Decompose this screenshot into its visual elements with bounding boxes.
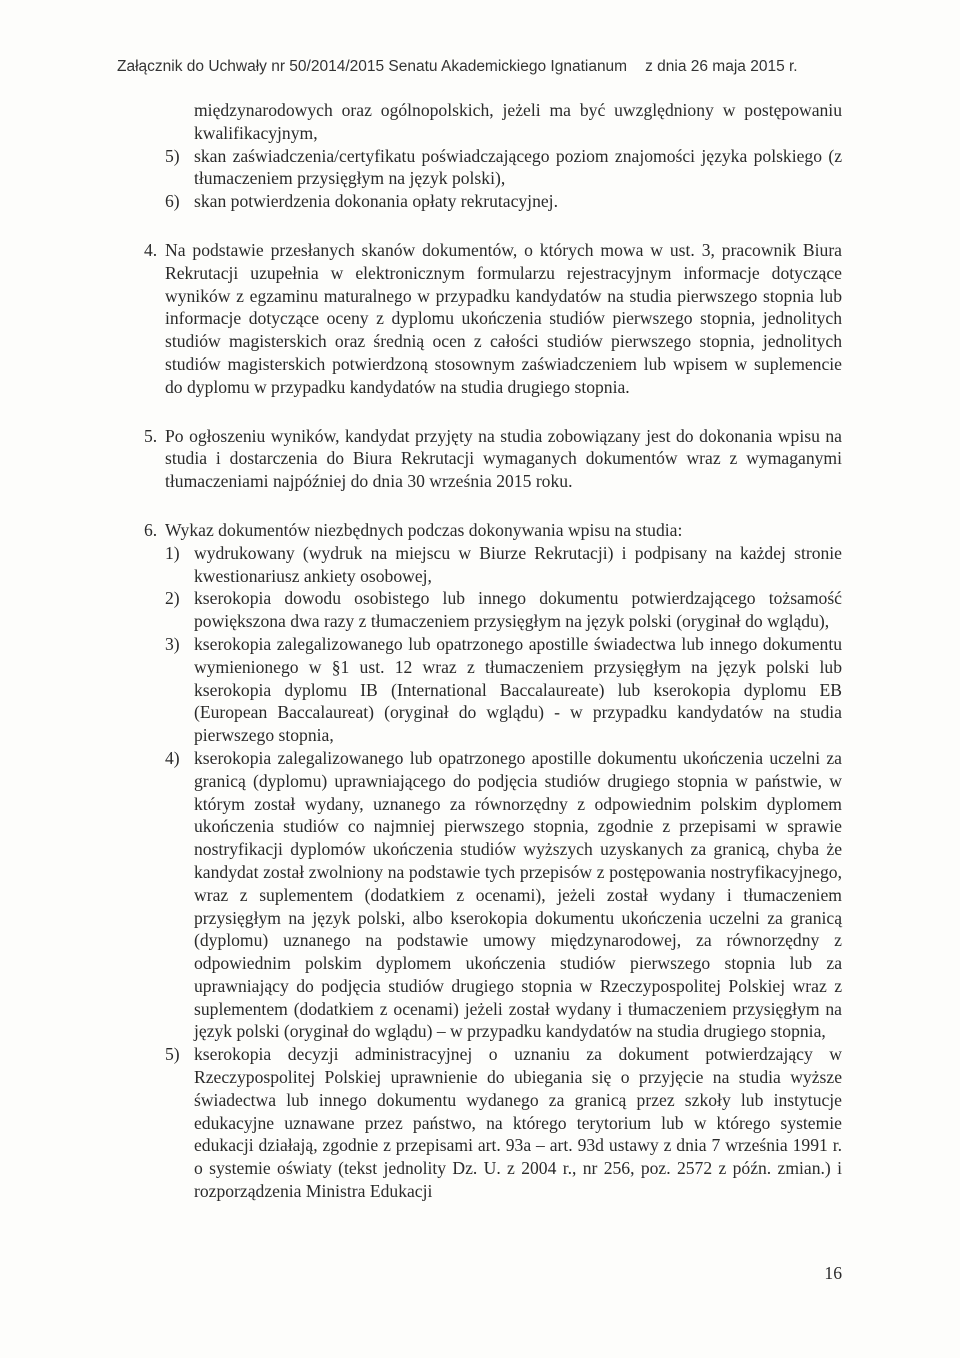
section-text: Po ogłoszeniu wyników, kandydat przyjęty na studia zobowiązany jest do dokonania wpisu na studia i dostarczenia do Biura Rekrutacji wymaganych dokumentów wraz z wymaganymi tłumaczeniami najpóźniej do dnia 30 września 2015 roku. (165, 425, 842, 492)
list-item (165, 1043, 842, 1203)
list-item (165, 542, 842, 588)
list-item-number: 2) (165, 588, 180, 609)
section-6 (144, 519, 842, 542)
list-item-number: 5) (165, 145, 180, 166)
section-4 (144, 239, 842, 399)
header-date: z dnia 26 maja 2015 r. (645, 58, 798, 75)
list-item-text: skan zaświadczenia/certyfikatu poświadczającego poziom znajomości języka polskiego (z tłumaczeniem przysięgłym na język polski), (194, 145, 842, 189)
list-item-text: kserokopia zalegalizowanego lub opatrzonego apostille świadectwa lub innego dokumentu wymienionego w §1 ust. 12 wraz z tłumaczeniem przysięgłym na język polski lub kserokopia dyplomu IB (International Baccalaureate) lub kserokopia dyplomu EB (European Baccalaureat) (oryginał do wglądu) - w przypadku kandydatów na studia pierwszego stopnia, (194, 633, 842, 746)
list-item-number: 3) (165, 633, 180, 654)
list-item-number: 5) (165, 1044, 180, 1065)
section-text: Wykaz dokumentów niezbędnych podczas dokonywania wpisu na studia: (165, 519, 683, 540)
list-item (165, 190, 842, 213)
list-item-text: wydrukowany (wydruk na miejscu w Biurze Rekrutacji) i podpisany na każdej stronie kwestionariusz ankiety osobowej, (194, 542, 842, 586)
list-item (165, 633, 842, 747)
list-item-text: kserokopia dowodu osobistego lub innego dokumentu potwierdzającego tożsamość powiększona dwa razy z tłumaczeniem przysięgłym na język polski (oryginał do wglądu), (194, 588, 842, 632)
list-item-number: 6) (165, 191, 180, 212)
continuation-text: międzynarodowych oraz ogólnopolskich, jeżeli ma być uwzględniony w postępowaniu kwalifikacyjnym, (194, 100, 842, 143)
section-number: 6. (144, 519, 158, 540)
list-item-number: 1) (165, 542, 180, 563)
section-number: 5. (144, 425, 158, 446)
list-item (165, 747, 842, 1043)
list-item-text: skan potwierdzenia dokonania opłaty rekrutacyjnej. (194, 191, 558, 212)
page-header (117, 58, 798, 76)
header-resolution: Załącznik do Uchwały nr 50/2014/2015 Senatu Akademickiego Ignatianum (117, 58, 628, 75)
section-text: Na podstawie przesłanych skanów dokumentów, o których mowa w ust. 3, pracownik Biura Rekrutacji uzupełnia w elektronicznym formularzu rejestracyjnym informacje dotyczące wyników z egzaminu maturalnego w przypadku kandydatów na studia pierwszego stopnia lub informacje dotyczące oceny z dyplomu ukończenia studiów pierwszego stopnia, jednolitych studiów magisterskich oraz średnią ocen z całości studiów pierwszego stopnia, jednolitych studiów magisterskich potwierdzoną stosownym zaświadczeniem lub wpisem w suplemencie do dyplomu w przypadku kandydatów na studia drugiego stopnia. (165, 239, 842, 397)
list-item-text: kserokopia decyzji administracyjnej o uznaniu za dokument potwierdzający w Rzeczypospolitej Polskiej uprawnienie do ubiegania się o przyjęcie na studia wyższe świadectwa lub innego dokumentu wydanego za granicą przez szkoły lub instytucje edukacyjne uznawane przez państwo, na którego terytorium lub w którego systemie edukacji działają, zgodnie z przepisami art. 93a – art. 93d ustawy z dnia 7 września 1991 r. o systemie oświaty (tekst jednolity Dz. U. z 2004 r., nr 256, poz. 2572 z późn. zmian.) i rozporządzenia Ministra Edukacji (194, 1044, 842, 1202)
section-number: 4. (144, 239, 158, 260)
list-item-text: kserokopia zalegalizowanego lub opatrzonego apostille dokumentu ukończenia uczelni za granicą (dyplomu) uprawniającego do podjęcia studiów drugiego stopnia w państwie, w którym został wydany, uznanego za równorzędny z odpowiednim polskim dyplomem ukończenia studiów co najmniej pierwszego stopnia, zgodnie z przepisami w sprawie nostryfikacji dyplomów ukończenia studiów wyższych uzyskanych za granicą, chyba że kandydat został zwolniony na podstawie tych przepisów z postępowania nostryfikacyjnego, wraz z suplementem (dodatkiem z ocenami), jeżeli został wydany i tłumaczeniem przysięgłym na język polski, albo kserokopia dokumentu ukończenia uczelni za granicą (dyplomu) uznanego na podstawie umowy międzynarodowej, za równorzędny z odpowiednim polskim dyplomem ukończenia studiów pierwszego stopnia lub za uprawniający do podjęcia studiów drugiego stopnia w Rzeczypospolitej Polskiej wraz z suplementem (dodatkiem z ocenami) jeżeli został wydany i tłumaczeniem przysięgłym na język polski (oryginał do wglądu) – w przypadku kandydatów na studia drugiego stopnia, (194, 747, 842, 1042)
page-number: 16 (824, 1263, 842, 1283)
list-item (165, 145, 842, 191)
list-item (165, 587, 842, 633)
list-item-number: 4) (165, 747, 180, 768)
document-body (144, 99, 842, 1203)
section-5 (144, 425, 842, 493)
